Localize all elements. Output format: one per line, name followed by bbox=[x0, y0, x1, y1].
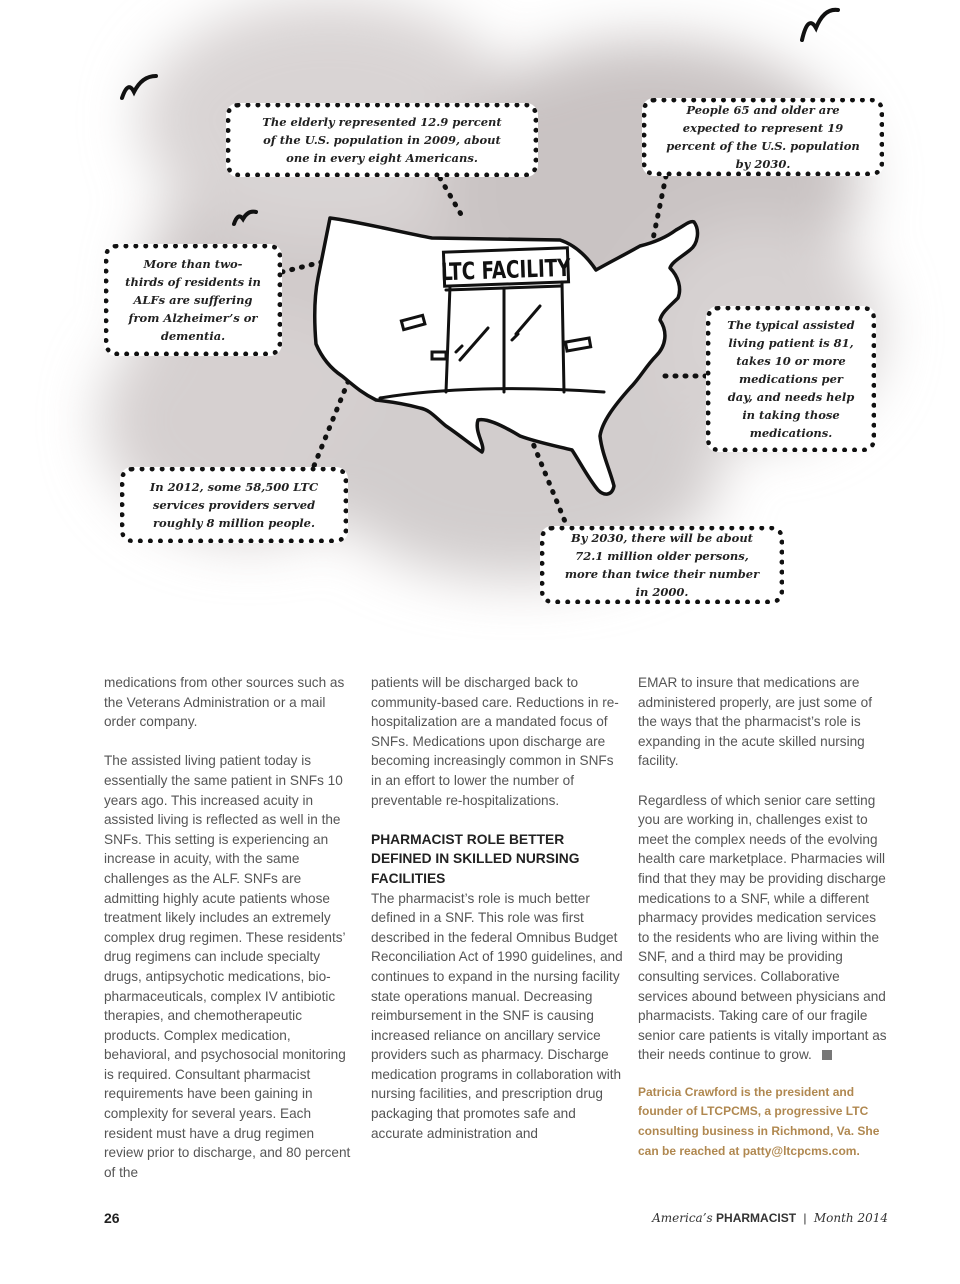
end-mark-icon bbox=[822, 1050, 832, 1060]
section-heading: PHARMACIST ROLE BETTER DEFINED IN SKILLED NURSING FACILITIES bbox=[371, 831, 580, 886]
article-column-2 bbox=[371, 673, 623, 1163]
callout-older-persons-2030: By 2030, there will be about 72.1 million older persons, more than twice their number in 2000. bbox=[540, 526, 784, 604]
bird-icon bbox=[802, 10, 838, 40]
callout-elderly-2009: The elderly represented 12.9 percent of the U.S. population in 2009, about one in every eight Americans. bbox=[226, 103, 538, 177]
paragraph: The pharmacist’s role is much better defined in a SNF. This role was first described in the federal Omnibus Budget Reconciliation Act of 1990 guidelines, and continues to expand in the nursing facility state operations manual. Decreasing reimbursement in the SNF is causing increased reliance on ancillary service providers such as pharmacy. Discharge medication programs in collaboration with nursing facilities, and prescription drug packaging that promotes safe and accurate administration and bbox=[371, 890, 623, 1141]
callout-older-2030: People 65 and older are expected to represent 19 percent of the U.S. population by 2030. bbox=[642, 98, 884, 176]
callout-alzheimers: More than two-thirds of residents in ALFs are suffering from Alzheimer’s or dementia. bbox=[104, 244, 282, 356]
closing-paragraph-text: Regardless of which senior care setting you are working in, challenges exist to meet the complex needs of the evolving health care marketplace. Pharmacies will find that they may be providing discharge medications to a SNF, while a different pharmacy provides medication services to the residents who are living within the SNF, and a third may be providing consulting services. Collaborative services abound between physicians and pharmacists. Taking care of our fragile senior care patients is vitally important as their needs continue to grow. bbox=[638, 792, 887, 1063]
illustration bbox=[0, 0, 960, 640]
magazine-name: PHARMACIST bbox=[716, 1211, 797, 1225]
article-column-3 bbox=[638, 673, 890, 1161]
page-number: 26 bbox=[104, 1210, 120, 1226]
issue-date: Month 2014 bbox=[813, 1211, 888, 1225]
author-byline: Patricia Crawford is the president and founder of LTCPCMS, a progressive LTC consulting business in Richmond, Va. She can be reached at patty@ltcpcms.com. bbox=[638, 1084, 880, 1158]
ltc-facility-sign: LTC FACILITY bbox=[440, 254, 572, 287]
paragraph: EMAR to insure that medications are administered properly, are just some of the ways that the pharmacist’s role is expanding in the acute skilled nursing facility. bbox=[638, 675, 872, 769]
footer-separator: | bbox=[803, 1211, 807, 1225]
callout-assisted-living-patient: The typical assisted living patient is 81, takes 10 or more medications per day, and needs help in taking those medications. bbox=[706, 306, 876, 452]
paragraph: medications from other sources such as the Veterans Administration or a mail order company. bbox=[104, 675, 345, 730]
article-column-1 bbox=[104, 673, 356, 1202]
paragraph: The assisted living patient today is essentially the same patient in SNFs 10 years ago. This increased acuity in assisted living is reflected as well in the SNFs. This setting is experiencing an increase in acuity, with the same challenges as the ALF. SNFs are admitting highly acute patients whose treatment likely includes an extremely complex drug regimen. These residents’ drug regimens can include specialty drugs, antipsychotic medications, bio-pharmaceuticals, complex IV antibiotic therapies, and chemotherapeutic products. Complex medication, behavioral, and psychosocial monitoring is required. Consultant pharmacist requirements have been gaining in complexity for several years. Each resident must have a drug regimen review prior to discharge, and 80 percent of the bbox=[104, 753, 351, 1180]
magazine-name-part: America’s bbox=[652, 1211, 713, 1225]
paragraph bbox=[638, 791, 890, 1065]
callout-ltc-providers: In 2012, some 58,500 LTC services providers served roughly 8 million people. bbox=[120, 467, 348, 543]
magazine-footer bbox=[652, 1211, 888, 1225]
paragraph: patients will be discharged back to community-based care. Reductions in re-hospitalization are a mandated focus of SNFs. Medications upon discharge are becoming increasingly common in SNFs in an effort to lower the number of preventable re-hospitalizations. bbox=[371, 675, 619, 808]
